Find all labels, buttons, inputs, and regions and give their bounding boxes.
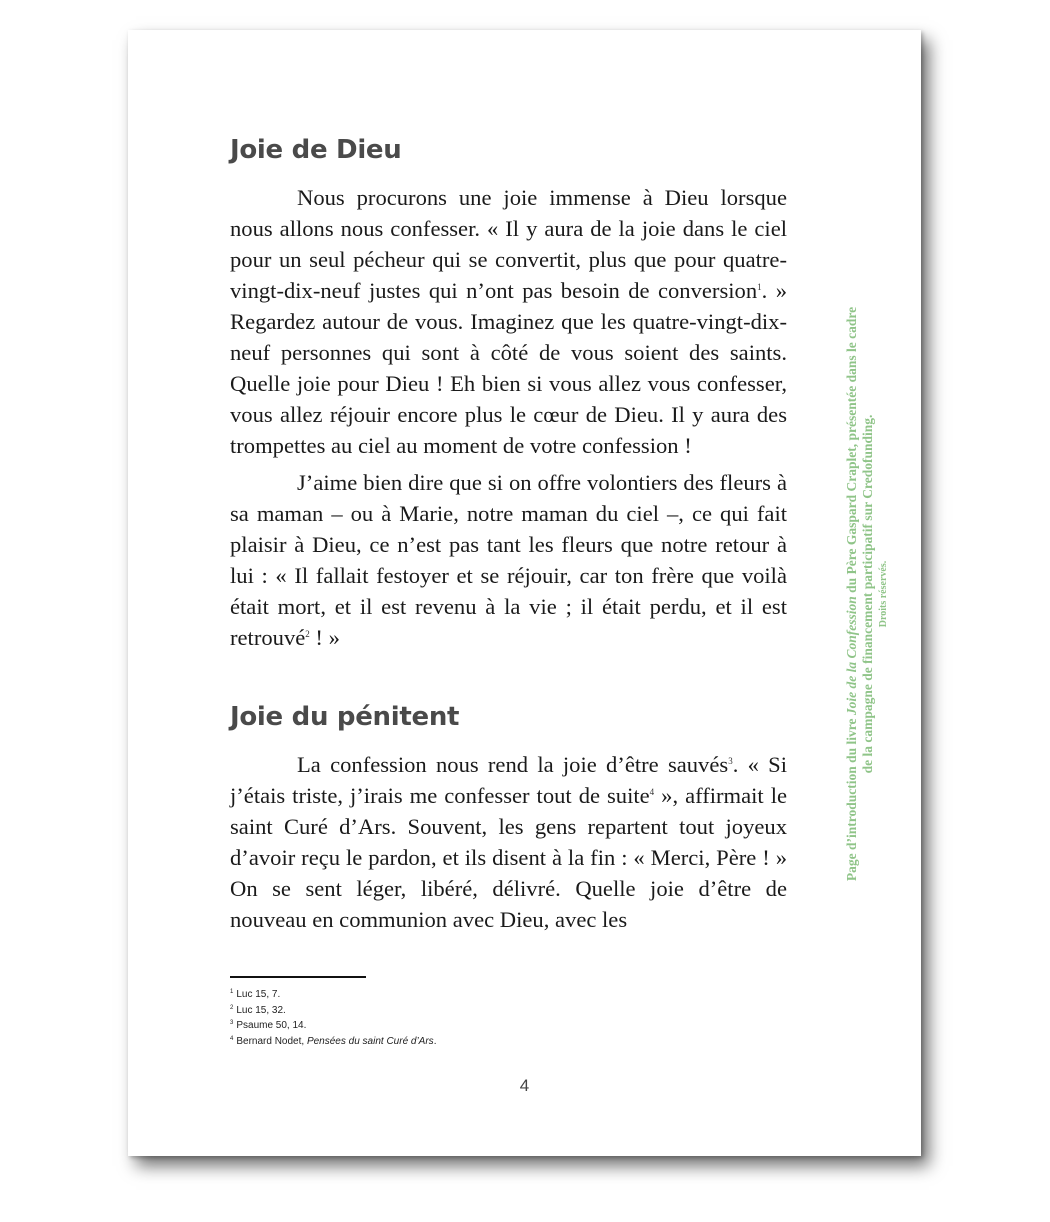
copyright-sidenote: [844, 264, 892, 924]
sidenote-line: de la campagne de financement participatif sur Credofunding.: [860, 414, 875, 774]
footnote-ref: 3: [728, 756, 733, 766]
footnotes: [230, 986, 436, 1048]
paragraph: [230, 749, 787, 935]
paragraph-text: », affirmait le saint Curé d’Ars. Souvent, les gens repartent tout joyeux d’avoir reçu le pardon, et ils disent à la fin : « Merci, Père ! » On se sent léger, libéré, délivré. Quelle joie d’être de nouveau en communion avec Dieu, avec les: [230, 783, 787, 932]
paragraph-text: . » Regardez autour de vous. Imaginez que les quatre-vingt-dix-neuf personnes qui sont à côté de vous soient des saints. Quelle joie pour Dieu ! Eh bien si vous allez vous confesser, vous allez réjouir encore plus le cœur de Dieu. Il y aura des trompettes au ciel au moment de votre confession !: [230, 278, 787, 458]
footnote-separator: [230, 976, 366, 978]
footnote-text: Psaume 50, 14.: [236, 1020, 307, 1031]
section-heading-joie-de-dieu: Joie de Dieu: [230, 135, 402, 165]
footnote-ref: 4: [649, 787, 655, 797]
page-content: [230, 130, 787, 935]
footnote-item: [230, 1002, 436, 1018]
paragraph-text: J’aime bien dire que si on offre volontiers des fleurs à sa maman – ou à Marie, notre maman du ciel –, ce qui fait plaisir à Dieu, ce n’est pas tant les fleurs que notre retour à lui : « Il fallait festoyer et se réjouir, car ton frère que voilà était mort, et il est revenu à la vie ; il était perdu, et il est retrouvé: [230, 470, 787, 650]
footnote-italic-title: Pensées du saint Curé d’Ars: [306, 1035, 434, 1047]
paragraph-text: ! »: [309, 625, 340, 650]
sidenote-text: du Père Gaspard Craplet, présentée dans le cadre: [844, 306, 859, 597]
page-number: 4: [519, 1076, 530, 1095]
paragraph-text: La confession nous rend la joie d’être sauvés: [297, 752, 729, 777]
footnote-text: .: [433, 1035, 437, 1047]
footnote-number: 1: [230, 989, 234, 995]
footnote-ref: 2: [305, 629, 310, 639]
footnote-item: [230, 1017, 436, 1033]
sidenote-text: Page d’introduction du livre: [844, 715, 859, 882]
sidenote-line: [844, 264, 860, 924]
footnote-text: Bernard Nodet,: [236, 1035, 307, 1047]
footnote-number: 2: [230, 1004, 234, 1011]
section-heading-joie-du-penitent: Joie du pénitent: [230, 702, 460, 732]
paragraph-text: Nous procurons une joie immense à Dieu lorsque nous allons nous confesser. « Il y aura de la joie dans le ciel pour un seul pécheur qui se convertit, plus que pour quatre-vingt-dix-neuf justes qui n’ont pas besoin de conversion: [230, 185, 787, 303]
footnote-item: [230, 986, 436, 1002]
paragraph: [230, 182, 787, 461]
document-page: [128, 30, 921, 1156]
paragraph: [230, 467, 787, 653]
footnote-item: [230, 1033, 436, 1049]
sidenote-book-title: Joie de la Confession: [844, 596, 859, 716]
sidenote-rights: Droits réservés.: [878, 560, 889, 628]
paragraph-text: . « Si j’étais triste, j’irais me confesser tout de suite: [230, 752, 787, 808]
footnote-text: Luc 15, 32.: [236, 1004, 286, 1016]
footnote-ref: 1: [757, 282, 762, 292]
footnote-text: Luc 15, 7.: [236, 989, 281, 1000]
footnote-number: 4: [230, 1035, 234, 1042]
footnote-number: 3: [230, 1020, 234, 1026]
